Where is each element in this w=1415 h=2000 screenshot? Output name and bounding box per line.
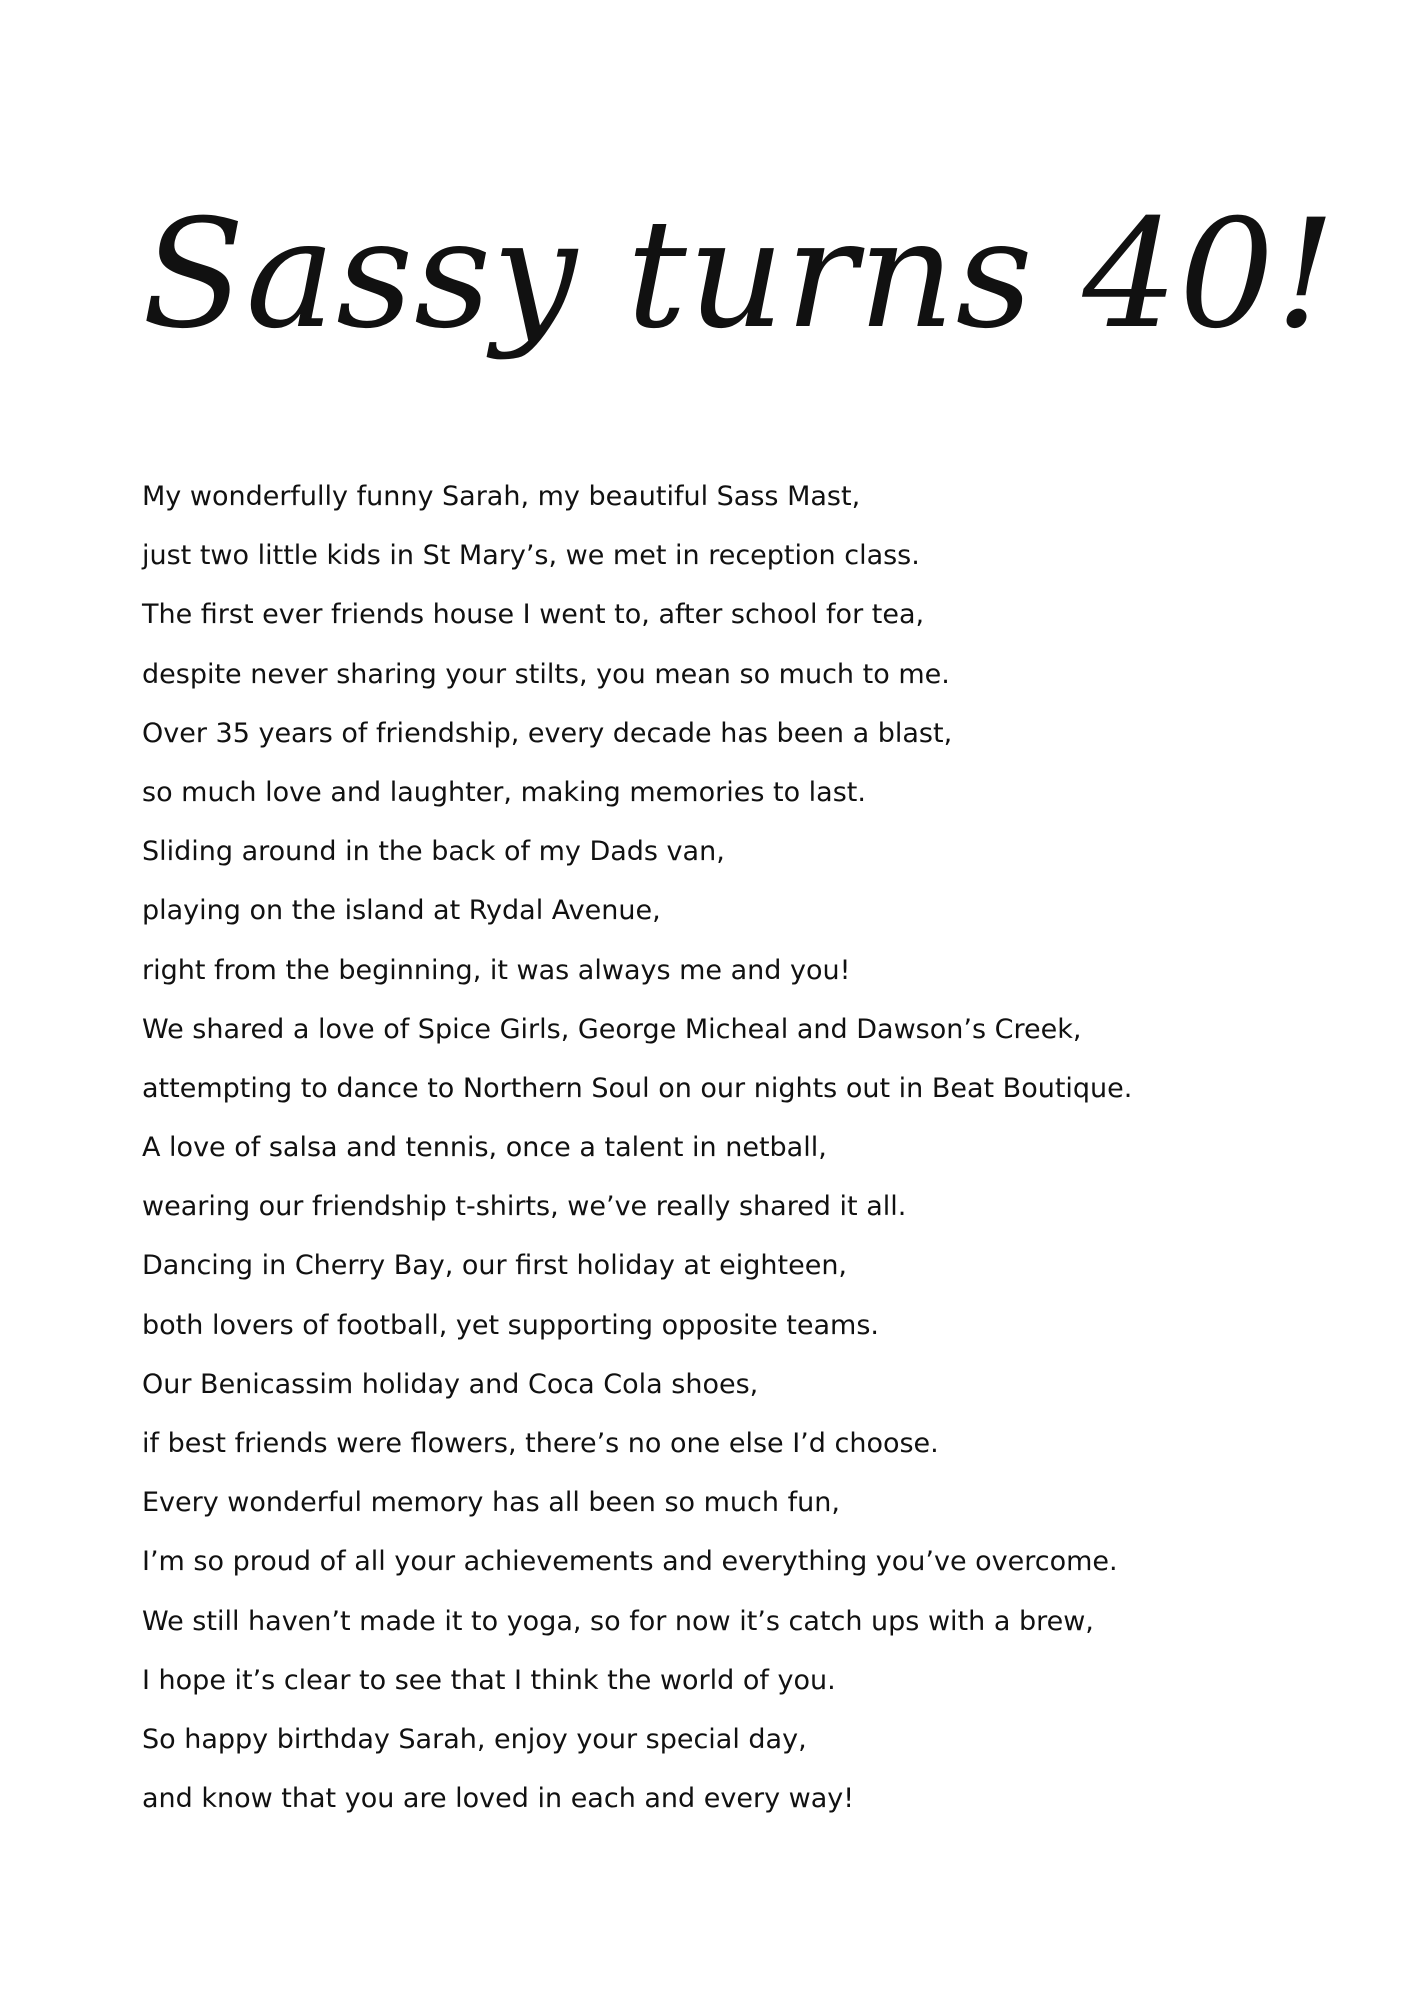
poem-line: A love of salsa and tennis, once a talent in netball, bbox=[142, 1132, 827, 1164]
poem-line: Our Benicassim holiday and Coca Cola shoes, bbox=[142, 1368, 759, 1400]
poem-line: So happy birthday Sarah, enjoy your special day, bbox=[142, 1723, 807, 1755]
poem-line: I’m so proud of all your achievements and everything you’ve overcome. bbox=[142, 1546, 1118, 1578]
poem-line: The first ever friends house I went to, after school for tea, bbox=[142, 599, 925, 631]
poem-line: and know that you are loved in each and every way! bbox=[142, 1783, 855, 1815]
poem-line: attempting to dance to Northern Soul on our nights out in Beat Boutique. bbox=[142, 1072, 1133, 1104]
poem-body bbox=[142, 467, 1132, 1828]
poem-line: We shared a love of Spice Girls, George Micheal and Dawson’s Creek, bbox=[142, 1013, 1082, 1045]
poem-line: playing on the island at Rydal Avenue, bbox=[142, 895, 661, 927]
poem-line: Over 35 years of friendship, every decade has been a blast, bbox=[142, 717, 953, 749]
poem-line: both lovers of football, yet supporting opposite teams. bbox=[142, 1309, 880, 1341]
poem-line: We still haven’t made it to yoga, so for now it’s catch ups with a brew, bbox=[142, 1605, 1094, 1637]
poem-line: wearing our friendship t-shirts, we’ve really shared it all. bbox=[142, 1191, 907, 1223]
poem-line: right from the beginning, it was always me and you! bbox=[142, 954, 851, 986]
poem-line: so much love and laughter, making memories to last. bbox=[142, 776, 866, 808]
poem-line: if best friends were flowers, there’s no one else I’d choose. bbox=[142, 1428, 939, 1459]
poem-line: Every wonderful memory has all been so much fun, bbox=[142, 1487, 840, 1519]
poem-line: Sliding around in the back of my Dads van, bbox=[142, 836, 725, 868]
poem-line: just two little kids in St Mary’s, we met in reception class. bbox=[142, 540, 920, 572]
poem-line: despite never sharing your stilts, you mean so much to me. bbox=[142, 658, 950, 690]
poem-line: I hope it’s clear to see that I think the world of you. bbox=[142, 1664, 836, 1696]
poem-line: My wonderfully funny Sarah, my beautiful Sass Mast, bbox=[142, 481, 861, 512]
page-title: Sassy turns 40! bbox=[142, 188, 1337, 362]
poem-line: Dancing in Cherry Bay, our first holiday at eighteen, bbox=[142, 1250, 848, 1282]
